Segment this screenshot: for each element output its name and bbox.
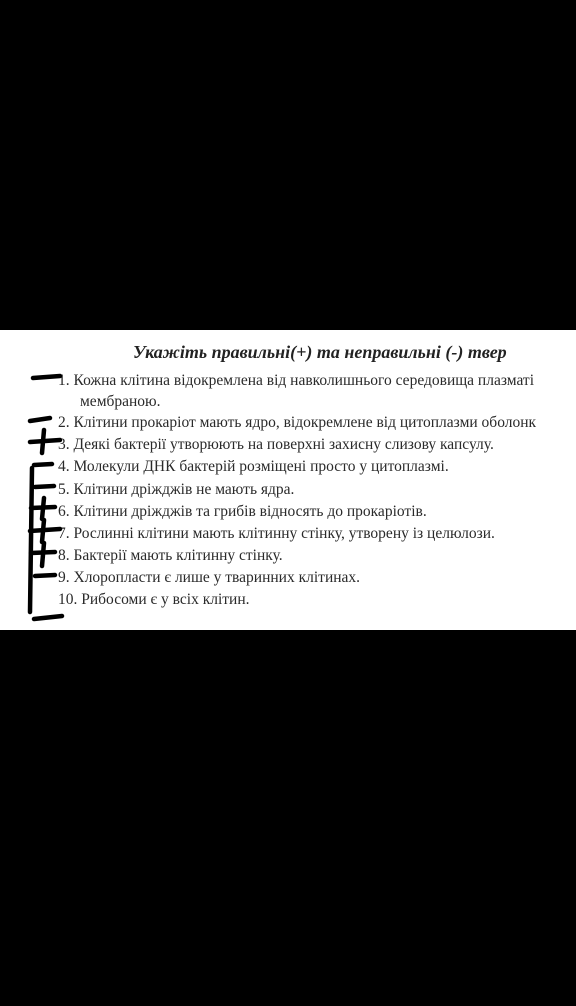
statement-number: 10. xyxy=(58,591,78,608)
statement-number: 7. xyxy=(58,525,70,542)
mark-minus-1 xyxy=(33,376,60,378)
statement-number: 4. xyxy=(58,458,70,475)
worksheet-title: Укажіть правильні(+) та неправильні (-) твер xyxy=(133,342,507,362)
statement-text: Клітини прокаріот мають ядро, відокремлене від цитоплазми оболонк xyxy=(73,414,537,431)
statement-text: Деякі бактерії утворюють на поверхні захисну слизову капсулу. xyxy=(73,436,494,453)
statement-1-continuation: мембраною. xyxy=(80,393,161,410)
statement-4 xyxy=(58,458,449,476)
mark-minus-9 xyxy=(35,575,55,576)
statement-text: Клітини дріжджів та грибів відносять до прокаріотів. xyxy=(73,503,427,520)
statement-number: 5. xyxy=(58,481,70,498)
statement-text: Клітини дріжджів не мають ядра. xyxy=(73,481,295,498)
mark-minus-5 xyxy=(35,486,54,487)
statement-text: Рибосоми є у всіх клітин. xyxy=(81,591,250,608)
mark-plus-3-v xyxy=(42,430,44,453)
mark-plus-8-v xyxy=(42,543,44,566)
mark-minus-2 xyxy=(30,418,50,421)
statement-text: Хлоропласти є лише у тваринних клітинах. xyxy=(73,569,361,586)
statement-9 xyxy=(58,569,360,587)
mark-plus-6-v xyxy=(42,498,44,519)
statement-6 xyxy=(58,503,427,521)
statement-text: Бактерії мають клітинну стінку. xyxy=(73,547,283,564)
statement-5 xyxy=(58,481,294,499)
statement-10 xyxy=(58,591,250,609)
statement-7 xyxy=(58,525,495,543)
statement-number: 8. xyxy=(58,547,70,564)
statement-text: Молекули ДНК бактерій розміщені просто у цитоплазмі. xyxy=(73,458,449,475)
statement-2 xyxy=(58,414,536,432)
mark-plus-7-v xyxy=(42,520,44,542)
handwritten-marks xyxy=(0,330,70,630)
left-margin-stroke xyxy=(30,468,32,612)
statement-number: 3. xyxy=(58,436,70,453)
mark-minus-10 xyxy=(34,616,62,619)
statement-text: Рослинні клітини мають клітинну стінку, утворену із целюлози. xyxy=(73,525,495,542)
statement-number: 1. xyxy=(58,372,70,389)
mark-minus-4 xyxy=(34,464,52,465)
statement-number: 2. xyxy=(58,414,70,431)
statement-number: 9. xyxy=(58,569,70,586)
statement-8 xyxy=(58,547,283,565)
statement-text: Кожна клітина відокремлена від навколишнього середовища плазматі xyxy=(73,372,535,389)
statement-1 xyxy=(58,372,534,390)
statement-3 xyxy=(58,436,494,454)
statement-number: 6. xyxy=(58,503,70,520)
worksheet xyxy=(0,330,576,630)
